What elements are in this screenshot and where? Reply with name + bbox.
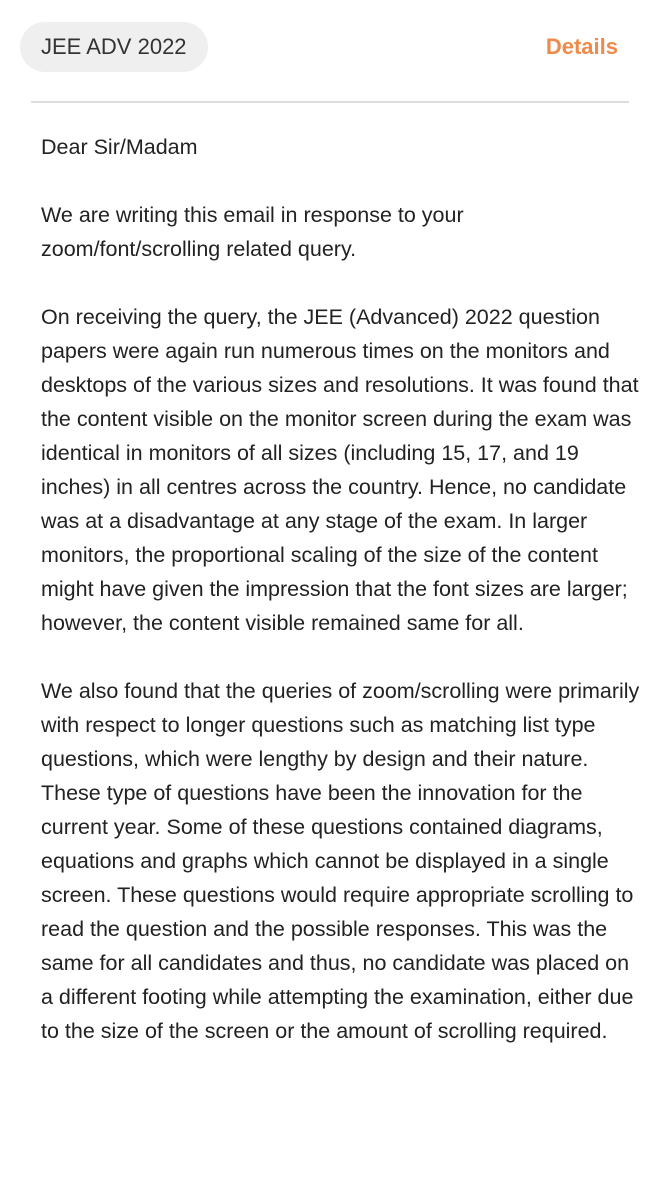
email-greeting: Dear Sir/Madam <box>41 135 198 159</box>
email-paragraph: We are writing this email in response to your zoom/font/scrolling related query. <box>41 203 464 261</box>
details-link[interactable]: Details <box>545 34 618 59</box>
email-paragraph: We also found that the queries of zoom/scrolling were primarily with respect to longer questions such as matching list type questions, which were lengthy by design and their nature. These type of questions have been the innovation for the current year. Some of these questions contained diagrams, equations and graphs which cannot be displayed in a single screen. These questions would require appropriate scrolling to read the question and the possible responses. This was the same for all candidates and thus, no candidate was placed on a different footing while attempting the examination, either due to the size of the screen or the amount of scrolling required. <box>41 679 640 1043</box>
email-body <box>41 130 641 1082</box>
email-paragraph: On receiving the query, the JEE (Advanced) 2022 question papers were again run numerous times on the monitors and desktops of the various sizes and resolutions. It was found that the content visible on the monitor screen during the exam was identical in monitors of all sizes (including 15, 17, and 19 inches) in all centres across the country. Hence, no candidate was at a disadvantage at any stage of the exam. In larger monitors, the proportional scaling of the size of the content might have given the impression that the font sizes are larger; however, the content visible remained same for all. <box>41 305 639 635</box>
email-header <box>0 0 660 100</box>
header-divider <box>31 101 629 103</box>
label-chip[interactable]: JEE ADV 2022 <box>20 22 208 72</box>
